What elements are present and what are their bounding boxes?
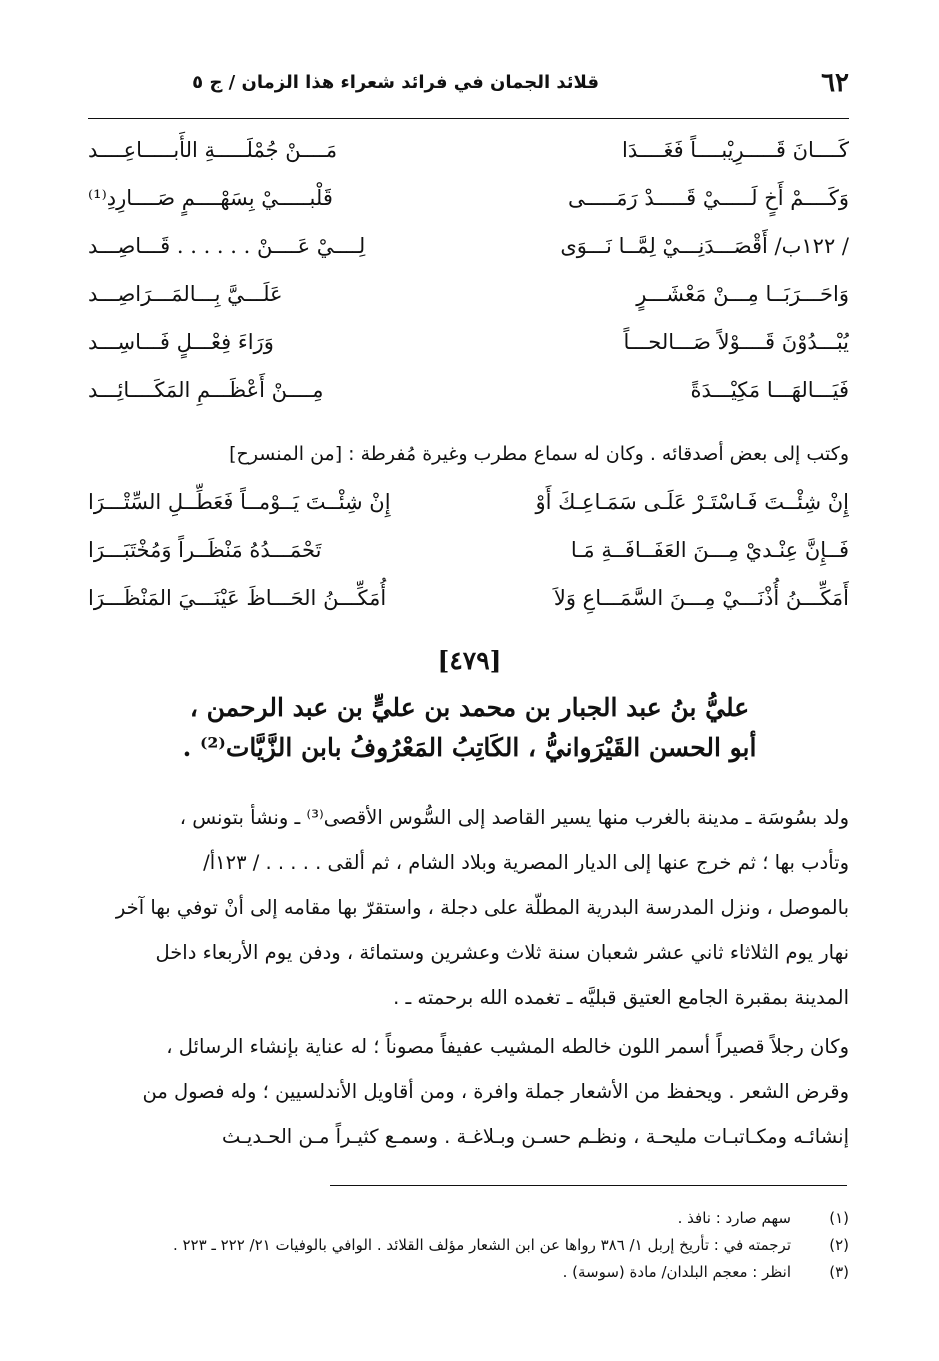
running-title: قلائد الجمان في فرائد شعراء هذا الزمان / ج ٥: [192, 72, 599, 93]
verse: [88, 528, 849, 576]
poem-block-1: [88, 128, 849, 416]
footnote-text: سهم صارد : نافذ .: [677, 1209, 791, 1227]
footnotes: [88, 1205, 849, 1286]
verse-first-hemistich: إِنْ شِئْــتَ فَـاسْتَـرْ عَلَـى سَمَـاعِـكَ أَوْ: [535, 490, 849, 514]
verse: [88, 272, 849, 320]
page-number: ٦٢: [821, 68, 849, 98]
verse: [88, 368, 849, 416]
poem-block-2: [88, 480, 849, 624]
text-line: المدينة بمقبرة الجامع العتيق قبليَّه ـ تغمده الله برحمته ـ .: [393, 986, 849, 1009]
entry-title-line: أبو الحسن القَيْرَوانيُّ ، الكَاتِبُ المَعْرُوفُ بابن الزَّيَّات⁽²⁾ .: [182, 733, 757, 762]
verse-first-hemistich: يُبْـــدُوْنَ قَــــوْلاً صَـــالحـــاً: [623, 330, 849, 354]
footnote-rule: [330, 1185, 847, 1186]
verse-first-hemistich: أَمَكِّـــنُ أُذْنَـــيْ مِـــنَ السَّمَـــاعِ وَلاَ: [553, 586, 849, 610]
footnote-number: (٣): [829, 1263, 849, 1281]
verse-second-hemistich: وَرَاءَ فِعْـــلٍ فَـــاسِـــد: [88, 330, 274, 354]
verse: [88, 480, 849, 528]
verse-second-hemistich: لِــــيْ عَــــنْ . . . . . . قَـــاصِـــد: [88, 234, 366, 258]
text-line: وكان رجلاً قصيراً أسمر اللون خالطه المشيب عفيفاً مصوناً ؛ له عناية بإنشاء الرسائل ،: [166, 1035, 849, 1058]
footnote: [88, 1259, 849, 1286]
description-paragraph: [88, 1024, 849, 1159]
text-line: وقرض الشعر . ويحفظ من الأشعار جملة وافرة ، ومن أقاويل الأندلسيين ؛ وله فصول من: [142, 1080, 849, 1103]
verse-first-hemistich: كَــــانَ قَـــــرِيْبــــاً فَغَــــدَا: [622, 138, 849, 162]
verse: [88, 128, 849, 176]
verse: [88, 176, 849, 224]
verse-second-hemistich: مَــــنْ جُمْلَـــــةِ الأَبـــــاعِــــد: [88, 138, 338, 162]
verse-second-hemistich: مِــــنْ أَعْظَـــمِ المَكَــــائِـــد: [88, 378, 324, 402]
verse-second-hemistich: عَلَـــيَّ بِـــالمَـــرَاصِـــد: [88, 282, 283, 306]
verse: [88, 224, 849, 272]
entry-title-line: عليُّ بنُ عبد الجبار بن محمد بن عليٍّ بن عبد الرحمن ،: [189, 693, 750, 722]
verse-second-hemistich: أُمَكِّـــنُ الحَـــاظَ عَيْنَـــيَ المَنْظَـــرَا: [88, 586, 387, 610]
text-line: نهار يوم الثلاثاء ثاني عشر شعبان سنة ثلاث وعشرين وستمائة ، ودفن يوم الأربعاء داخل: [155, 941, 849, 964]
verse-second-hemistich: إِنْ شِئْــتَ يَــوْمــاً فَعَطِّــلِ السِّتْـــرَا: [88, 490, 391, 514]
verse: [88, 320, 849, 368]
poem-introduction: وكتب إلى بعض أصدقائه . وكان له سماع مطرب وغيرة مُفرطة : [من المنسرح]: [229, 443, 849, 465]
page-header: [88, 60, 849, 108]
text-line: ولد بسُوسَة ـ مدينة بالغرب منها يسير القاصد إلى السُّوس الأقصى⁽³⁾ ـ ونشأ بتونس ،: [179, 806, 849, 829]
footnote: [88, 1232, 849, 1259]
footnote: [88, 1205, 849, 1232]
verse: [88, 576, 849, 624]
verse-first-hemistich: فَــإِنَّ عِنْـديْ مِـــنَ العَفَــافَــةِ مَـا: [570, 538, 849, 562]
text-line: بالموصل ، ونزل المدرسة البدرية المطلّة على دجلة ، واستقرّ بها مقامه إلى أنْ توفي بها آخر: [115, 896, 849, 919]
text-line: وتأدب بها ؛ ثم خرج عنها إلى الديار المصرية وبلاد الشام ، ثم ألقى . . . . . / ١٢٣أ/: [203, 851, 849, 874]
verse-first-hemistich: فَيَـــالهَـــا مَكِيْـــدَةً: [690, 378, 849, 402]
footnote-text: انظر : معجم البلدان/ مادة (سوسة) .: [562, 1263, 791, 1281]
text-line: إنشائـه ومكـاتبـات مليحـة ، ونظـم حسـن وبـلاغـة . وسمـع كثيـراً مـن الحـديـث: [222, 1125, 849, 1148]
entry-number: [٤٧٩]: [437, 646, 502, 675]
verse-first-hemistich: وَاحَـــرَبَــا مِـــنْ مَعْشَـــرٍ: [636, 282, 849, 306]
biography-paragraph: [88, 795, 849, 1020]
header-rule: [88, 118, 849, 119]
verse-second-hemistich: قَلْبـــــيْ بِسَهْــــمٍ صَــــارِدِ⁽¹⁾: [88, 186, 333, 210]
entry-title: [100, 688, 839, 768]
verse-second-hemistich: تَحْمَـــدُهُ مَنْظَــراً وَمُخْتَبَـــرَا: [88, 538, 322, 562]
footnote-number: (٢): [829, 1236, 849, 1254]
verse-first-hemistich: وَكَــــمْ أَخٍ لَـــــيْ قَـــــدْ رَمَـــــى: [568, 186, 849, 210]
verse-first-hemistich: / ١٢٢ب/ أَقْصَـــدَنِـــيْ لِمَّــا نَـــوَى: [560, 234, 849, 258]
footnote-number: (١): [829, 1209, 849, 1227]
footnote-text: ترجمته في : تأريخ إربل ١/ ٣٨٦ رواها عن ابن الشعار مؤلف القلائد . الوافي بالوفيات ٢١/ ٢٢٢ ـ ٢٢٣ .: [172, 1236, 791, 1254]
